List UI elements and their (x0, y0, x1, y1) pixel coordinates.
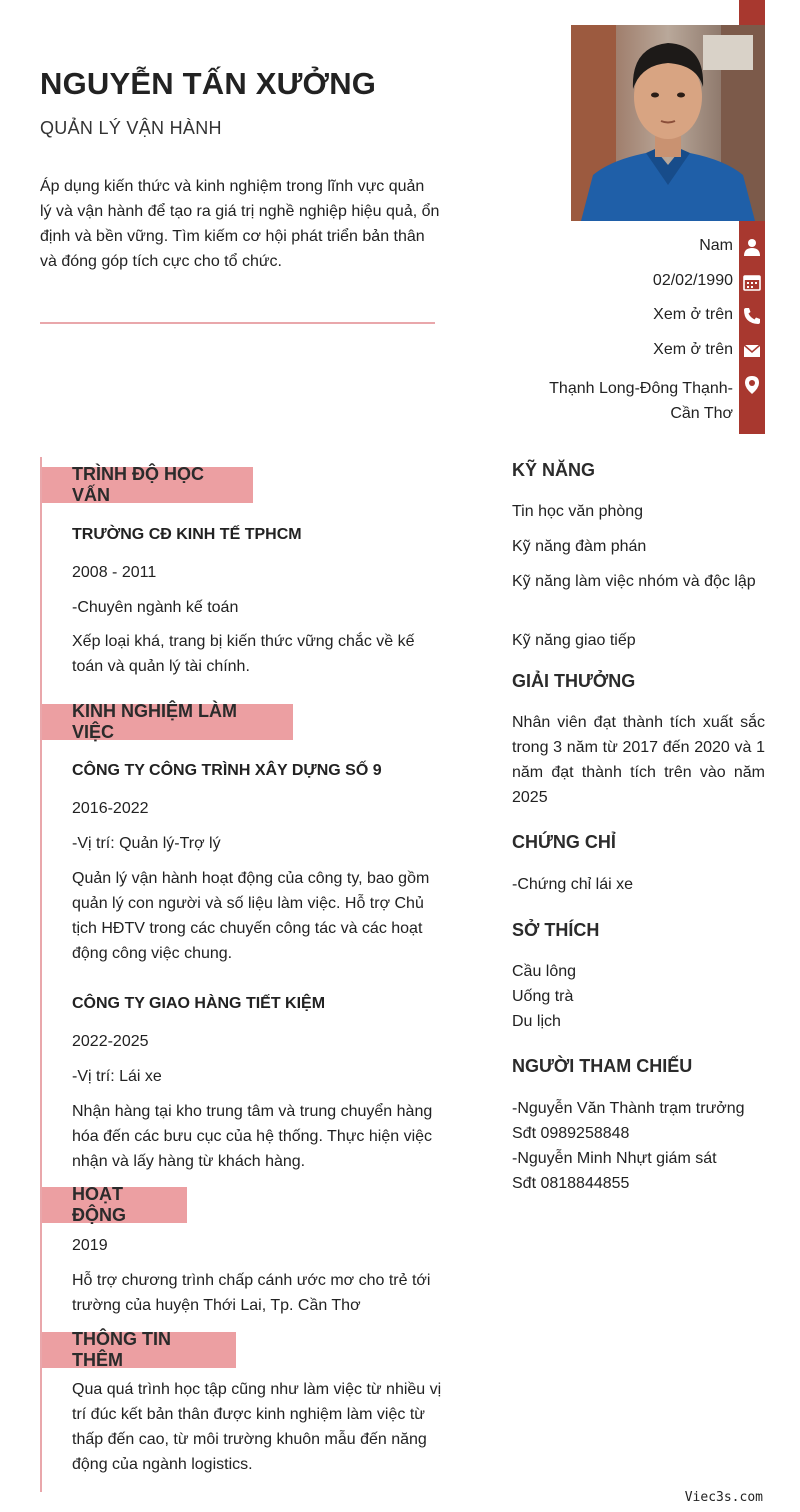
contact-gender: Nam (699, 237, 733, 254)
education-heading: TRÌNH ĐỘ HỌC VẤN (42, 467, 253, 503)
calendar-icon (741, 271, 763, 293)
skill-item: Kỹ năng đàm phán (512, 538, 647, 555)
job-2-company: CÔNG TY GIAO HÀNG TIẾT KIỆM (72, 995, 326, 1012)
address-line-2: Cần Thơ (670, 405, 733, 422)
school-name: TRƯỜNG CĐ KINH TẾ TPHCM (72, 526, 302, 543)
skills-heading: KỸ NĂNG (512, 460, 596, 480)
job-2-period: 2022-2025 (72, 1033, 149, 1050)
watermark: Viec3s.com (684, 1490, 763, 1505)
skill-item: Tin học văn phòng (512, 503, 644, 520)
reference-line: -Nguyễn Minh Nhựt giám sát (512, 1150, 717, 1167)
candidate-name: NGUYỄN TẤN XƯỞNG (40, 66, 377, 101)
job-1-position: -Vị trí: Quản lý-Trợ lý (72, 835, 221, 852)
job-title: QUẢN LÝ VẬN HÀNH (40, 118, 222, 138)
profile-photo (571, 25, 765, 221)
contact-email: Xem ở trên (653, 341, 733, 358)
hobby-item: Cầu lông (512, 963, 577, 980)
skill-item: Kỹ năng giao tiếp (512, 632, 636, 649)
activities-heading: HOẠT ĐỘNG (42, 1187, 187, 1223)
education-description: Xếp loại khá, trang bị kiến thức vững chắc về kế toán và quản lý tài chính. (72, 633, 415, 675)
mail-icon (741, 340, 763, 362)
awards-description: Nhân viên đạt thành tích xuất sắc trong 3 năm từ 2017 đến 2020 và 1 năm đạt thành tích trên vào năm 2025 (512, 714, 765, 806)
references-heading: NGƯỜI THAM CHIẾU (512, 1056, 693, 1076)
job-1-description: Quản lý vận hành hoạt động của công ty, bao gồm quản lý con người và số liệu làm việc. Hỗ trợ Chủ tịch HĐTV trong các chuyến công tác và các hoạt động công việc chung. (72, 870, 430, 962)
hobby-list (512, 959, 765, 1034)
hobbies-heading: SỞ THÍCH (512, 920, 600, 940)
hobby-item: Uống trà (512, 988, 574, 1005)
job-2-description: Nhận hàng tại kho trung tâm và trung chuyển hàng hóa đến các bưu cục của hệ thống. Thực hiện việc nhận và lấy hàng từ khách hàng. (72, 1103, 433, 1170)
experience-heading: KINH NGHIỆM LÀM VIỆC (42, 704, 293, 740)
location-pin-icon (741, 374, 763, 396)
activity-description: Hỗ trợ chương trình chấp cánh ước mơ cho trẻ tới trường của huyện Thới Lai, Tp. Cần Thơ (72, 1272, 431, 1314)
header-divider (40, 322, 435, 324)
education-period: 2008 - 2011 (72, 564, 157, 581)
job-2-position: -Vị trí: Lái xe (72, 1068, 162, 1085)
job-1-company: CÔNG TY CÔNG TRÌNH XÂY DỰNG SỐ 9 (72, 762, 382, 779)
additional-info-description: Qua quá trình học tập cũng như làm việc từ nhiều vị trí đúc kết bản thân được kinh nghiệm làm việc từ thấp đến cao, từ môi trường khuôn mẫu đến năng động của ngành logistics. (72, 1381, 442, 1473)
certificates-heading: CHỨNG CHỈ (512, 832, 616, 852)
career-objective: Áp dụng kiến thức và kinh nghiệm trong lĩnh vực quản lý và vận hành để tạo ra giá trị nghề nghiệp hiệu quả, ổn định và bền vững. Tìm kiếm cơ hội phát triển bản thân và đóng góp tích cực cho tổ chức. (40, 178, 440, 270)
contact-birthday: 02/02/1990 (652, 272, 733, 289)
reference-list (512, 1096, 765, 1196)
activity-year: 2019 (72, 1237, 108, 1254)
awards-heading: GIẢI THƯỞNG (512, 671, 636, 691)
certificate-item: -Chứng chỉ lái xe (512, 876, 633, 893)
job-1-period: 2016-2022 (72, 800, 149, 817)
hobby-item: Du lịch (512, 1013, 561, 1030)
phone-icon (741, 305, 763, 327)
contact-address (549, 376, 733, 426)
contact-phone: Xem ở trên (653, 306, 733, 323)
reference-line: -Nguyễn Văn Thành trạm trưởng (512, 1100, 745, 1117)
address-line-1: Thạnh Long-Đông Thạnh- (549, 380, 733, 397)
user-icon (741, 236, 763, 258)
reference-line: Sđt 0989258848 (512, 1125, 630, 1142)
education-major: -Chuyên ngành kế toán (72, 599, 239, 616)
additional-info-heading: THÔNG TIN THÊM (42, 1332, 236, 1368)
reference-line: Sđt 0818844855 (512, 1175, 630, 1192)
skill-item: Kỹ năng làm việc nhóm và độc lập (512, 573, 756, 590)
